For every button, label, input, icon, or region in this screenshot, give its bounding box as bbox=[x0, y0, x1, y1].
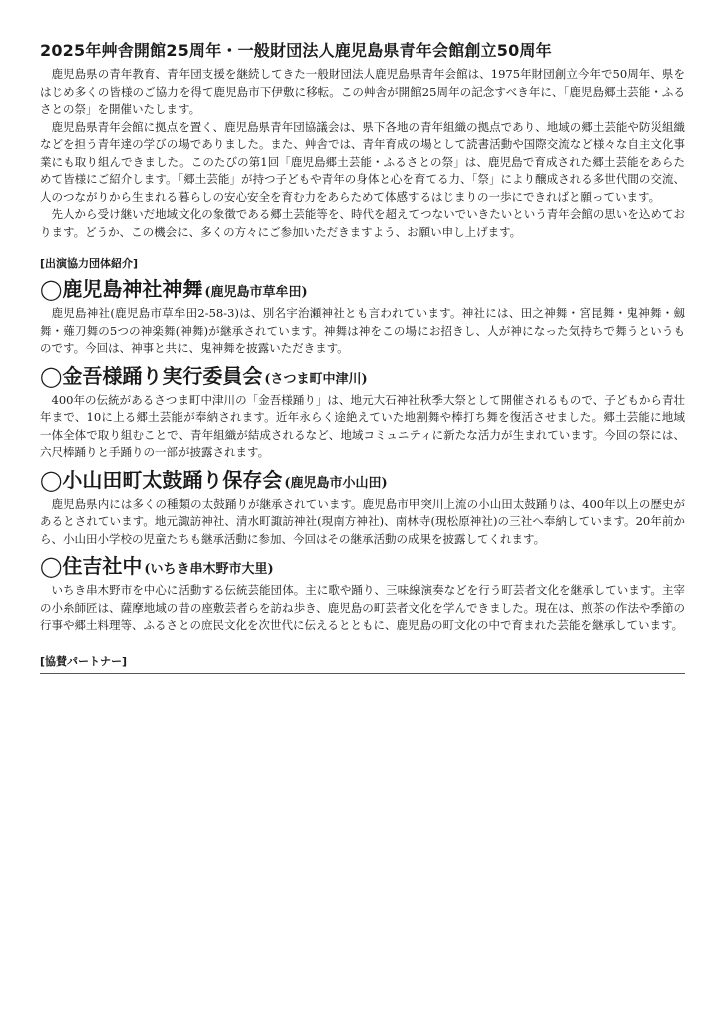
intro-paragraph-1: 鹿児島県の青年教育、青年団支援を継続してきた一般財団法人鹿児島県青年会館は、1975年財団創立今年で50周年、県をはじめ多くの皆様のご協力を得て鹿児島市下伊敷に移転。この艸舎が開館25周年の記念すべき年に、「鹿児島郷土芸能・ふるさとの祭」を開催いたします。 bbox=[40, 67, 685, 116]
group-description: 鹿児島神社(鹿児島市草牟田2-58-3)は、別名宇治瀬神社とも言われています。神社には、田之神舞・宮昆舞・鬼神舞・劔舞・薙刀舞の5つの神楽舞(神舞)が継承されています。神舞は神をこの場にお招きし、人が神になった気持ちで舞うというものです。今回は、神事と共に、鬼神舞を披露いただきます。 bbox=[40, 306, 685, 355]
group-name: ◯金吾様踊り実行委員会 bbox=[40, 363, 263, 388]
group-oyamada-taiko bbox=[40, 466, 685, 549]
section-label-performers: [出演協力団体紹介] bbox=[40, 257, 139, 270]
group-sumiyoshi-shachu bbox=[40, 552, 685, 635]
intro-paragraph-2: 鹿児島県青年会館に拠点を置く、鹿児島県青年団協議会は、県下各地の青年組織の拠点であり、地域の郷土芸能や防災組織などを担う青年達の学びの場でありました。また、艸舎では、青年育成の場として読書活動や国際交流など様々な自主文化事業にも取り組んできました。このたびの第1回「鹿児島郷土芸能・ふるさとの祭」は、鹿児島で育成された郷土芸能をあらためて皆様にご紹介します。「郷土芸能」が持つ子どもや青年の身体と心を育てる力、「祭」により醸成される多世代間の交流、人のつながりから生まれる暮らしの安心安全を育む力をあらためて体感するはじまりの一歩にできればと願っています。 bbox=[40, 119, 685, 204]
group-place: (いちき串木野市大里) bbox=[144, 562, 274, 577]
group-description: 400年の伝統があるさつま町中津川の「金吾様踊り」は、地元大石神社秋季大祭として開催されるもので、子どもから青壮年まで、10に上る郷土芸能が奉納されます。近年永らく途絶えていた地割舞や棒打ち舞を復活させました。郷土芸能に地域一体全体で取り組むことで、青年組織が結成されるなど、地域コミュニティに新たな活力が生まれています。今回の祭には、六尺棒踊りと手踊りの一部が披露されます。 bbox=[40, 392, 685, 459]
section-label-partners: [協賛パートナー] bbox=[40, 654, 128, 668]
group-name: ◯鹿児島神社神舞 bbox=[40, 277, 203, 301]
group-name: ◯住吉社中 bbox=[40, 554, 143, 578]
group-place: (鹿児島市草牟田) bbox=[204, 285, 308, 300]
group-kagoshima-jinja bbox=[40, 275, 685, 358]
group-place: (鹿児島市小山田) bbox=[284, 475, 388, 491]
divider bbox=[40, 673, 685, 674]
intro-paragraph-3: 先人から受け継いだ地域文化の象徴である郷土芸能等を、時代を超えてつないでいきたいという青年会館の思いを込めております。どうか、この機会に、多くの方々にご参加いただきますよう、お願い申し上げます。 bbox=[40, 207, 685, 239]
document-page bbox=[40, 40, 685, 674]
group-description: いちき串木野市を中心に活動する伝統芸能団体。主に歌や踊り、三味線演奏などを行う町芸者文化を継承しています。主宰の小糸師匠は、薩摩地域の昔の座敷芸者らを訪ね歩き、鹿児島の町芸者文化を学んできました。現在は、煎茶の作法や季節の行事や郷土料理等、ふるさとの庶民文化を次世代に伝えるとともに、鹿児島の町文化の中で育まれた芸能を継承しています。 bbox=[40, 583, 685, 632]
page-title: 2025年艸舎開館25周年・一般財団法人鹿児島県青年会館創立50周年 bbox=[40, 41, 552, 60]
group-kingosama-odori bbox=[40, 362, 685, 462]
group-description: 鹿児島県内には多くの種類の太鼓踊りが継承されています。鹿児島市甲突川上流の小山田太鼓踊りは、400年以上の歴史があるとされています。地元諏訪神社、清水町諏訪神社(現南方神社)、南林寺(現松原神社)の三社へ奉納しています。20年前から、小山田小学校の児童たちも継承活動に参加、今回はその継承活動の成果を披露してくれます。 bbox=[40, 496, 685, 546]
group-name: ◯小山田町太鼓踊り保存会 bbox=[40, 467, 283, 492]
group-place: (さつま町中津川) bbox=[264, 371, 368, 387]
